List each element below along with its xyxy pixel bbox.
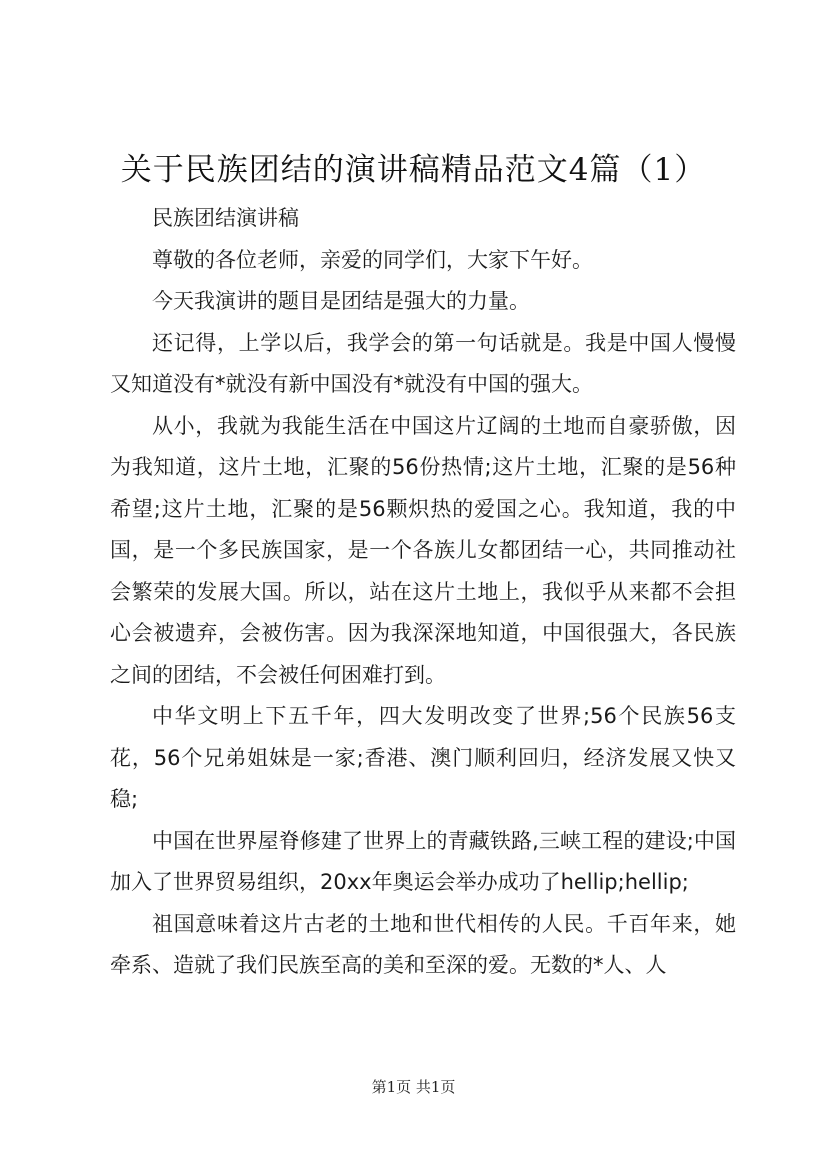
paragraph: 还记得，上学以后，我学会的第一句话就是。我是中国人慢慢又知道没有*就没有新中国没有*就没有中国的强大。 xyxy=(110,330,736,396)
document-body xyxy=(110,198,736,987)
paragraph: 中国在世界屋脊修建了世界上的青藏铁路,三峡工程的建设;中国加入了世界贸易组织，20xx年奥运会举办成功了hellip;hellip; xyxy=(110,828,736,894)
paragraph-topic: 今天我演讲的题目是团结是强大的力量。 xyxy=(152,289,530,313)
paragraph-greeting: 尊敬的各位老师，亲爱的同学们，大家下午好。 xyxy=(152,247,593,272)
paragraph: 祖国意味着这片古老的土地和世代相传的人民。千百年来，她牵系、造就了我们民族至高的美和至深的爱。无数的*人、人 xyxy=(110,911,736,977)
page-footer: 第1页 共1页 xyxy=(371,1078,456,1096)
document-title: 关于民族团结的演讲稿精品范文4篇（1） xyxy=(120,152,707,188)
paragraph: 中华文明上下五千年，四大发明改变了世界;56个民族56支花，56个兄弟姐妹是一家;香港、澳门顺利回归，经济发展又快又稳; xyxy=(110,704,736,811)
paragraph-heading: 民族团结演讲稿 xyxy=(152,206,299,230)
paragraph: 从小，我就为我能生活在中国这片辽阔的土地而自豪骄傲，因为我知道，这片土地，汇聚的56份热情;这片土地，汇聚的是56种希望;这片土地，汇聚的是56颗炽热的爱国之心。我知道，我的中国，是一个多民族国家，是一个各族儿女都团结一心，共同推动社会繁荣的发展大国。所以，站在这片土地上，我似乎从来都不会担心会被遗弃，会被伤害。因为我深深地知道，中国很强大，各民族之间的团结，不会被任何困难打到。 xyxy=(110,413,736,687)
